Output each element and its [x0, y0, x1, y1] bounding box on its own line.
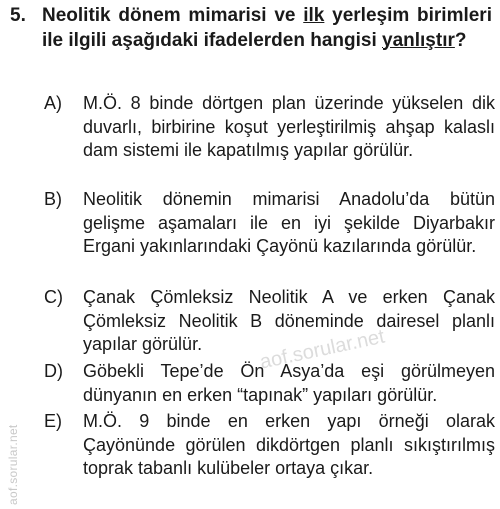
center-watermark: aof.sorular.net: [258, 325, 387, 374]
question-number: 5.: [10, 5, 26, 26]
question-text-part: yerleşim birimleri ile ilgili aşağıdaki ifadelerden hangisi: [42, 5, 492, 51]
question-text: [42, 4, 492, 53]
question-emphasis-underlined: ilk: [303, 5, 325, 26]
option-b-letter: B): [44, 189, 62, 209]
option-a-letter: A): [44, 93, 62, 113]
option-c-letter: C): [44, 287, 63, 307]
question-text-part: ?: [454, 29, 467, 51]
option-a-text: M.Ö. 8 binde dörtgen plan üzerinde yükselen dik duvarlı, birbirine koşut yerleştirilmiş ahşap kalaslı dam sistemi ile kapatılmış yapılar görülür.: [83, 93, 495, 160]
option-e-text: M.Ö. 9 binde en erken yapı örneği olarak Çayönünde görülen dikdörtgen planlı sıkıştırılmış toprak tabanlı kulübeler ortaya çıkar.: [83, 411, 495, 478]
option-b-text: Neolitik dönemin mimarisi Anadolu’da bütün gelişme aşamaları ile en iyi şekilde Diyarbakır Ergani yakınlarındaki Çayönü kazılarında görülür.: [83, 189, 495, 256]
option-e-letter: E): [44, 411, 62, 431]
question-text-part: Neolitik dönem mimarisi ve: [42, 5, 304, 26]
question-emphasis-underlined: yanlıştır: [382, 29, 455, 51]
option-c-text: Çanak Çömleksiz Neolitik A ve erken Çanak Çömleksiz Neolitik B döneminde dairesel planlı yapılar görülür.: [83, 287, 495, 354]
option-d-letter: D): [44, 361, 63, 381]
side-watermark: aof.sorular.net: [6, 424, 20, 505]
option-d-text: Göbekli Tepe’de Ön Asya’da eşi görülmeyen dünyanın en erken “tapınak” yapıları görülür.: [83, 361, 495, 405]
